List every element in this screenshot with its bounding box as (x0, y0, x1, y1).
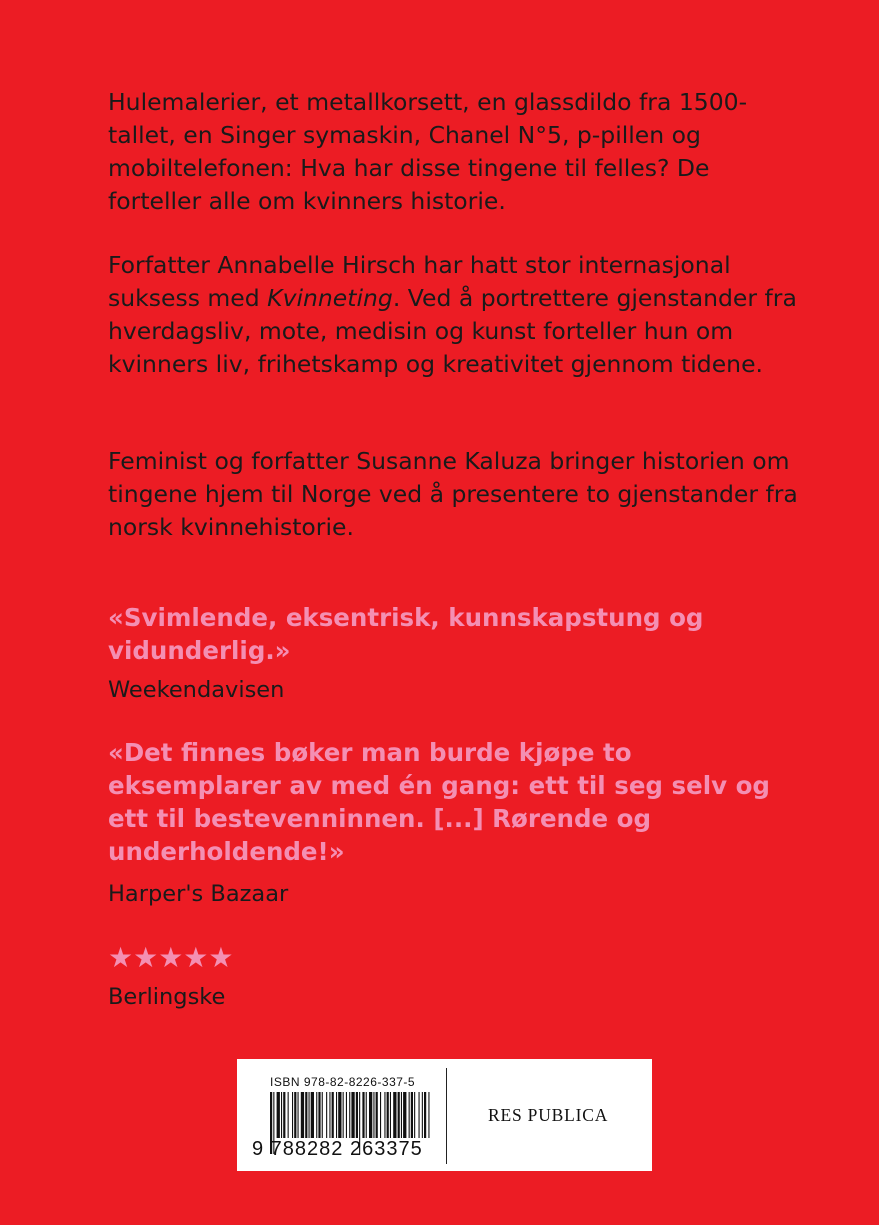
barcode-bar (309, 1092, 310, 1138)
barcode-bar (294, 1092, 296, 1138)
isbn-label: ISBN 978-82-8226-337-5 (270, 1075, 416, 1089)
star-rating: ★★★★★ (108, 941, 234, 974)
barcode-bar (336, 1092, 337, 1138)
barcode-bar (277, 1092, 280, 1138)
barcode-bar (316, 1092, 317, 1138)
review-source-2: Harper's Bazaar (108, 881, 289, 907)
barcode-bar (346, 1092, 347, 1138)
barcode-bar (422, 1092, 423, 1138)
barcode-divider (446, 1068, 447, 1164)
barcode-bar (387, 1092, 389, 1138)
barcode-bar (351, 1092, 354, 1138)
book-title: Kvinneting (267, 284, 393, 312)
barcode-bar (318, 1092, 320, 1138)
barcode-digits: 9 788282 263375 (252, 1138, 423, 1160)
barcode-bar (384, 1092, 385, 1138)
barcode-bar (411, 1092, 413, 1138)
barcode-bar (283, 1092, 285, 1138)
barcode-bar (338, 1092, 341, 1138)
description-paragraph-1: Hulemalerier, et metallkorsett, en glassdildo fra 1500-tallet, en Singer symaskin, Chanel N°5, p-pillen og mobiltelefonen: Hva har disse tingene til felles? De forteller alle om kvinners historie. (108, 88, 748, 215)
barcode-bar (288, 1092, 289, 1138)
barcode-bar (311, 1092, 314, 1138)
barcode-bar (398, 1092, 400, 1138)
barcode-bar (292, 1092, 293, 1138)
barcode-bar (349, 1092, 350, 1138)
barcode-bar (409, 1092, 410, 1138)
barcode-bar (356, 1092, 358, 1138)
barcode-bar (329, 1092, 330, 1138)
barcode-bar (373, 1092, 374, 1138)
description-paragraph-3: Feminist og forfatter Susanne Kaluza bringer historien om tingene hjem til Norge ved å presentere to gjenstander fra norsk kvinnehistorie. (108, 447, 798, 541)
description-paragraph-2 (108, 249, 798, 381)
barcode-bar (380, 1092, 381, 1138)
barcode-bar (301, 1092, 304, 1138)
barcode-bar (424, 1092, 426, 1138)
barcode-bar (281, 1092, 282, 1138)
review-source-3: Berlingske (108, 984, 226, 1010)
barcode-bar (298, 1092, 299, 1138)
barcode-bar (326, 1092, 327, 1138)
barcode-bar (369, 1092, 372, 1138)
barcode-bar (390, 1092, 391, 1138)
barcode-bar (393, 1092, 396, 1138)
barcode-bar (322, 1092, 323, 1138)
barcode-bar (362, 1092, 364, 1138)
barcode-bar (403, 1092, 406, 1138)
paragraph-2-text-end: . Ved å portrettere gjenstander fra hverdagsliv, mote, medisin og kunst forteller hun om kvinners liv, frihetskamp og kreativitet gjennom tidene. (108, 284, 797, 378)
barcode-bar (332, 1092, 334, 1138)
barcode-bar (343, 1092, 344, 1138)
review-source-1: Weekendavisen (108, 677, 285, 703)
publisher-name: RES PUBLICA (488, 1105, 609, 1125)
barcode-bar (376, 1092, 378, 1138)
review-quote-2: «Det finnes bøker man burde kjøpe to eksemplarer av med én gang: ett til seg selv og ett til bestevenninnen. [...] Rørende og underholdende!» (108, 738, 770, 866)
paragraph-2-text-start: Forfatter Annabelle Hirsch har hatt stor internasjonal suksess med (108, 251, 731, 312)
barcode-bar (305, 1092, 307, 1138)
barcode-bar (428, 1092, 429, 1138)
barcode-bar (366, 1092, 367, 1138)
barcode-bar (419, 1092, 420, 1138)
review-quote-1: «Svimlende, eksentrisk, kunnskapstung og vidunderlig.» (108, 603, 704, 665)
barcode-bar (401, 1092, 402, 1138)
barcode-bar (414, 1092, 415, 1138)
